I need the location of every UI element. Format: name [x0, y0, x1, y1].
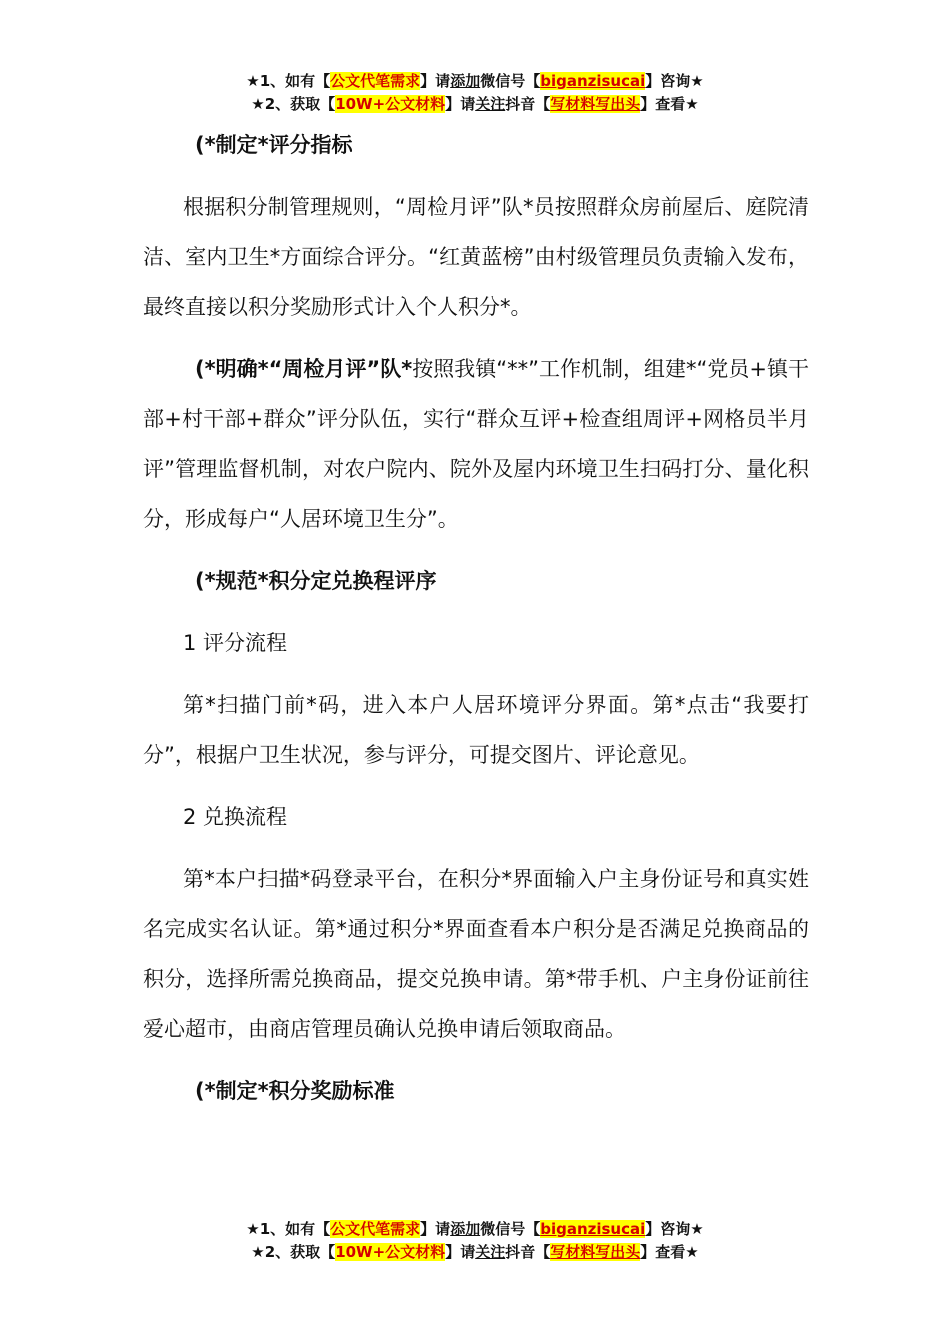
footer-banner — [0, 1218, 950, 1264]
section-heading: (*制定*评分指标 — [195, 133, 353, 157]
banner-underline: 添加 — [450, 1220, 481, 1238]
paragraph-text: 按照我镇“**”工作机制，组建*“党员+镇干部+村干部+群众”评分队伍，实行“群众互评+检查组周评+网格员半月评”管理监督机制，对农户院内、院外及屋内环境卫生扫码打分、量化积分，形成每户“人居环境卫生分”。 — [143, 357, 809, 531]
banner-line-2 — [0, 1241, 950, 1264]
inline-heading: (*明确*“周检月评”队* — [195, 357, 413, 381]
subheading: 2 兑换流程 — [183, 805, 288, 829]
banner-line-1 — [0, 1218, 950, 1241]
banner-text: ★2、获取【 — [251, 95, 336, 113]
banner-text: ★2、获取【 — [251, 1243, 336, 1261]
banner-highlight: 10W+公文材料 — [335, 1243, 446, 1261]
paragraph: 第*扫描门前*码，进入本户人居环境评分界面。第*点击“我要打分”，根据户卫生状况，参与评分，可提交图片、评论意见。 — [143, 693, 809, 767]
banner-text: 】查看★ — [640, 95, 699, 113]
banner-text: ★1、如有【 — [246, 72, 331, 90]
header-banner — [0, 70, 950, 116]
paragraph: 根据积分制管理规则，“周检月评”队*员按照群众房前屋后、庭院清洁、室内卫生*方面综合评分。“红黄蓝榜”由村级管理员负责输入发布，最终直接以积分奖励形式计入个人积分*。 — [143, 195, 809, 319]
banner-highlight: 公文代笔需求 — [330, 1220, 421, 1238]
banner-text: 】请 — [420, 72, 451, 90]
banner-underline: 添加 — [450, 72, 481, 90]
wechat-id-link[interactable]: biganzisucai — [540, 1220, 646, 1238]
section-heading: (*制定*积分奖励标准 — [195, 1079, 395, 1103]
subheading: 1 评分流程 — [183, 631, 288, 655]
banner-text: 】查看★ — [640, 1243, 699, 1261]
banner-text: 】咨询★ — [645, 1220, 704, 1238]
banner-highlight: 10W+公文材料 — [335, 95, 446, 113]
banner-text: 】请 — [445, 1243, 476, 1261]
banner-text: ★1、如有【 — [246, 1220, 331, 1238]
banner-underline: 关注 — [475, 1243, 506, 1261]
banner-text: 】请 — [445, 95, 476, 113]
document-body — [143, 120, 809, 1116]
paragraph: 第*本户扫描*码登录平台，在积分*界面输入户主身份证号和真实姓名完成实名认证。第*通过积分*界面查看本户积分是否满足兑换商品的积分，选择所需兑换商品，提交兑换申请。第*带手机、户主身份证前往爱心超市，由商店管理员确认兑换申请后领取商品。 — [143, 867, 809, 1041]
douyin-account-link[interactable]: 写材料写出头 — [550, 1243, 641, 1261]
banner-text: 抖音【 — [505, 95, 551, 113]
wechat-id-link[interactable]: biganzisucai — [540, 72, 646, 90]
banner-highlight: 公文代笔需求 — [330, 72, 421, 90]
banner-line-1 — [0, 70, 950, 93]
paragraph — [143, 344, 809, 544]
banner-text: 微信号【 — [480, 1220, 541, 1238]
banner-text: 微信号【 — [480, 72, 541, 90]
banner-text: 】请 — [420, 1220, 451, 1238]
banner-text: 】咨询★ — [645, 72, 704, 90]
banner-underline: 关注 — [475, 95, 506, 113]
banner-text: 抖音【 — [505, 1243, 551, 1261]
banner-line-2 — [0, 93, 950, 116]
section-heading: (*规范*积分定兑换程评序 — [195, 569, 437, 593]
douyin-account-link[interactable]: 写材料写出头 — [550, 95, 641, 113]
